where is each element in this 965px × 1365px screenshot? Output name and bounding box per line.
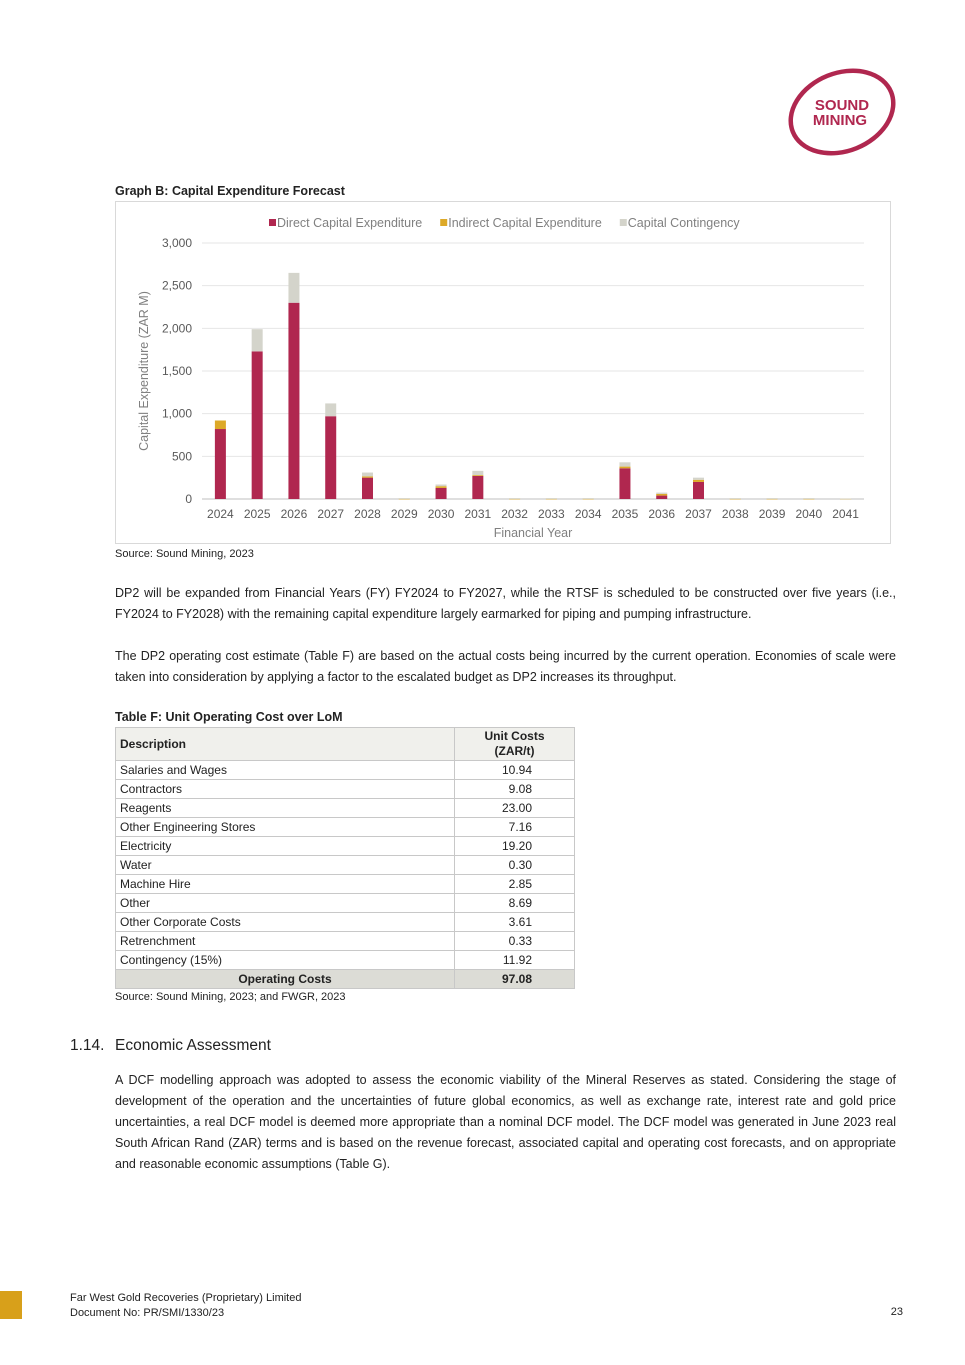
cost-description: Contingency (15%) bbox=[116, 951, 455, 970]
section-heading bbox=[70, 1037, 271, 1055]
bar-segment bbox=[288, 303, 299, 499]
graph-source: Source: Sound Mining, 2023 bbox=[115, 548, 254, 560]
bar-segment bbox=[840, 499, 851, 500]
total-value: 97.08 bbox=[455, 970, 575, 989]
paragraph-dp2-expansion: DP2 will be expanded from Financial Years (FY) FY2024 to FY2027, while the RTSF is scheduled to be constructed over five years (i.e., FY2024 to FY2028) with the remaining capital expenditure largely earmarked for piping and pumping infrastructure. bbox=[115, 586, 896, 621]
capex-chart bbox=[115, 201, 891, 544]
table-row bbox=[116, 951, 575, 970]
cost-description: Contractors bbox=[116, 780, 455, 799]
y-tick-label: 500 bbox=[171, 449, 192, 464]
cost-value: 0.33 bbox=[455, 932, 575, 951]
table-row bbox=[116, 799, 575, 818]
bar-segment bbox=[509, 498, 520, 499]
cost-value: 3.61 bbox=[455, 913, 575, 932]
header-unit-line1: Unit Costs bbox=[484, 729, 545, 743]
x-tick-label: 2040 bbox=[795, 507, 823, 521]
table-row bbox=[116, 837, 575, 856]
x-tick-label: 2036 bbox=[648, 507, 676, 521]
bar-segment bbox=[767, 498, 778, 499]
cost-description: Salaries and Wages bbox=[116, 761, 455, 780]
bar-segment bbox=[215, 420, 226, 429]
x-tick-label: 2039 bbox=[758, 507, 786, 521]
cost-value: 10.94 bbox=[455, 761, 575, 780]
bar-segment bbox=[730, 498, 741, 499]
bar-segment bbox=[252, 351, 263, 499]
bar-segment bbox=[362, 478, 373, 499]
y-tick-label: 3,000 bbox=[161, 236, 192, 250]
bar-segment bbox=[215, 429, 226, 499]
legend-label: Capital Contingency bbox=[627, 216, 740, 230]
bar-segment bbox=[546, 498, 557, 499]
paragraph-operating-cost: The DP2 operating cost estimate (Table F) are based on the actual costs being incurred by the current operation. Economies of scale were taken into consideration by applying a factor to the escalated budget as DP2 increases its throughput. bbox=[115, 649, 896, 684]
capex-chart-svg bbox=[116, 202, 892, 545]
x-tick-label: 2026 bbox=[280, 507, 308, 521]
cost-value: 11.92 bbox=[455, 951, 575, 970]
table-row bbox=[116, 856, 575, 875]
y-axis-label: Capital Expenditure (ZAR M) bbox=[137, 291, 151, 451]
cost-value: 19.20 bbox=[455, 837, 575, 856]
cost-value: 0.30 bbox=[455, 856, 575, 875]
bar-segment bbox=[693, 478, 704, 480]
x-tick-label: 2030 bbox=[427, 507, 455, 521]
paragraph-dcf: A DCF modelling approach was adopted to assess the economic viability of the Mineral Reserves as stated. Considering the stage of development of the operation and the uncertainties of future global economics, as well as exchange rate, interest rate and gold price uncertainties, a real DCF model is deemed more appropriate than a nominal DCF model. The DCF model was generated in June 2023 real South African Rand (ZAR) terms and is based on the revenue forecast, associated capital and operating cost forecasts, and on appropriate and reasonable economic assumptions (Table G). bbox=[115, 1073, 896, 1171]
bar-segment bbox=[472, 471, 483, 475]
footer-company: Far West Gold Recoveries (Proprietary) Limited bbox=[70, 1292, 302, 1304]
bar-segment bbox=[399, 498, 410, 499]
legend-label: Indirect Capital Expenditure bbox=[448, 216, 602, 230]
bar-segment bbox=[656, 494, 667, 496]
page-number: 23 bbox=[890, 1306, 903, 1318]
table-row bbox=[116, 780, 575, 799]
x-tick-label: 2035 bbox=[611, 507, 639, 521]
bar-segment bbox=[619, 467, 630, 469]
section-title: Economic Assessment bbox=[115, 1037, 271, 1054]
cost-value: 2.85 bbox=[455, 875, 575, 894]
y-tick-label: 1,000 bbox=[161, 406, 192, 421]
x-tick-label: 2041 bbox=[832, 507, 859, 521]
x-axis-label: Financial Year bbox=[493, 526, 573, 540]
table-total-row bbox=[116, 970, 575, 989]
cost-description: Other Corporate Costs bbox=[116, 913, 455, 932]
bar-segment bbox=[288, 273, 299, 303]
cost-description: Water bbox=[116, 856, 455, 875]
bar-segment bbox=[803, 498, 814, 499]
bar-segment bbox=[472, 476, 483, 499]
cost-description: Machine Hire bbox=[116, 875, 455, 894]
footer-text bbox=[70, 1291, 301, 1321]
y-tick-label: 0 bbox=[185, 492, 192, 506]
header-description: Description bbox=[116, 728, 455, 761]
cost-description: Retrenchment bbox=[116, 932, 455, 951]
table-row bbox=[116, 875, 575, 894]
cost-description: Other Engineering Stores bbox=[116, 818, 455, 837]
bar-segment bbox=[693, 482, 704, 499]
x-tick-label: 2028 bbox=[354, 507, 381, 521]
bar-segment bbox=[619, 468, 630, 499]
section-number: 1.14. bbox=[70, 1037, 105, 1054]
y-tick-label: 2,000 bbox=[161, 321, 192, 336]
legend-swatch bbox=[620, 219, 627, 226]
table-row bbox=[116, 894, 575, 913]
bar-segment bbox=[362, 473, 373, 477]
bar-segment bbox=[325, 403, 336, 416]
y-tick-label: 1,500 bbox=[161, 364, 192, 378]
cost-description: Electricity bbox=[116, 837, 455, 856]
logo-text-line1: SOUND bbox=[814, 97, 870, 114]
x-tick-label: 2024 bbox=[207, 507, 234, 521]
x-tick-label: 2037 bbox=[685, 507, 712, 521]
cost-value: 7.16 bbox=[455, 818, 575, 837]
cost-description: Reagents bbox=[116, 799, 455, 818]
legend-swatch bbox=[269, 219, 276, 226]
bar-segment bbox=[436, 486, 447, 488]
cost-value: 8.69 bbox=[455, 894, 575, 913]
x-tick-label: 2033 bbox=[538, 507, 565, 521]
table-source: Source: Sound Mining, 2023; and FWGR, 2023 bbox=[115, 991, 346, 1003]
table-header-row bbox=[116, 728, 575, 761]
bar-segment bbox=[362, 476, 373, 477]
logo-text-line2: MINING bbox=[812, 112, 868, 129]
sound-mining-logo bbox=[786, 66, 900, 158]
cost-description: Other bbox=[116, 894, 455, 913]
x-tick-label: 2025 bbox=[243, 507, 271, 521]
total-label: Operating Costs bbox=[116, 970, 455, 989]
table-row bbox=[116, 761, 575, 780]
cost-value: 23.00 bbox=[455, 799, 575, 818]
bar-segment bbox=[325, 416, 336, 499]
x-tick-label: 2029 bbox=[390, 507, 418, 521]
bar-segment bbox=[472, 475, 483, 476]
bar-segment bbox=[252, 329, 263, 351]
x-tick-label: 2032 bbox=[501, 507, 528, 521]
legend-swatch bbox=[440, 219, 447, 226]
y-tick-label: 2,500 bbox=[161, 278, 192, 293]
table-row bbox=[116, 932, 575, 951]
bar-segment bbox=[619, 462, 630, 466]
table-row bbox=[116, 913, 575, 932]
header-unit-line2: (ZAR/t) bbox=[494, 744, 535, 758]
legend-label: Direct Capital Expenditure bbox=[277, 216, 423, 230]
bar-segment bbox=[583, 498, 594, 499]
footer-accent-bar bbox=[0, 1291, 22, 1319]
table-title: Table F: Unit Operating Cost over LoM bbox=[115, 710, 343, 724]
table-row bbox=[116, 818, 575, 837]
x-tick-label: 2038 bbox=[721, 507, 749, 521]
footer-doc-no: Document No: PR/SMI/1330/23 bbox=[70, 1307, 225, 1319]
graph-title: Graph B: Capital Expenditure Forecast bbox=[115, 184, 345, 198]
bar-segment bbox=[656, 496, 667, 499]
logo-ring-icon bbox=[786, 66, 900, 158]
bar-segment bbox=[436, 488, 447, 499]
header-unit-costs bbox=[455, 728, 575, 761]
x-tick-label: 2027 bbox=[317, 507, 345, 521]
bar-segment bbox=[436, 484, 447, 486]
x-tick-label: 2034 bbox=[574, 507, 602, 521]
x-tick-label: 2031 bbox=[464, 507, 492, 521]
bar-segment bbox=[656, 493, 667, 494]
unit-cost-table bbox=[115, 727, 575, 989]
cost-value: 9.08 bbox=[455, 780, 575, 799]
bar-segment bbox=[693, 480, 704, 482]
